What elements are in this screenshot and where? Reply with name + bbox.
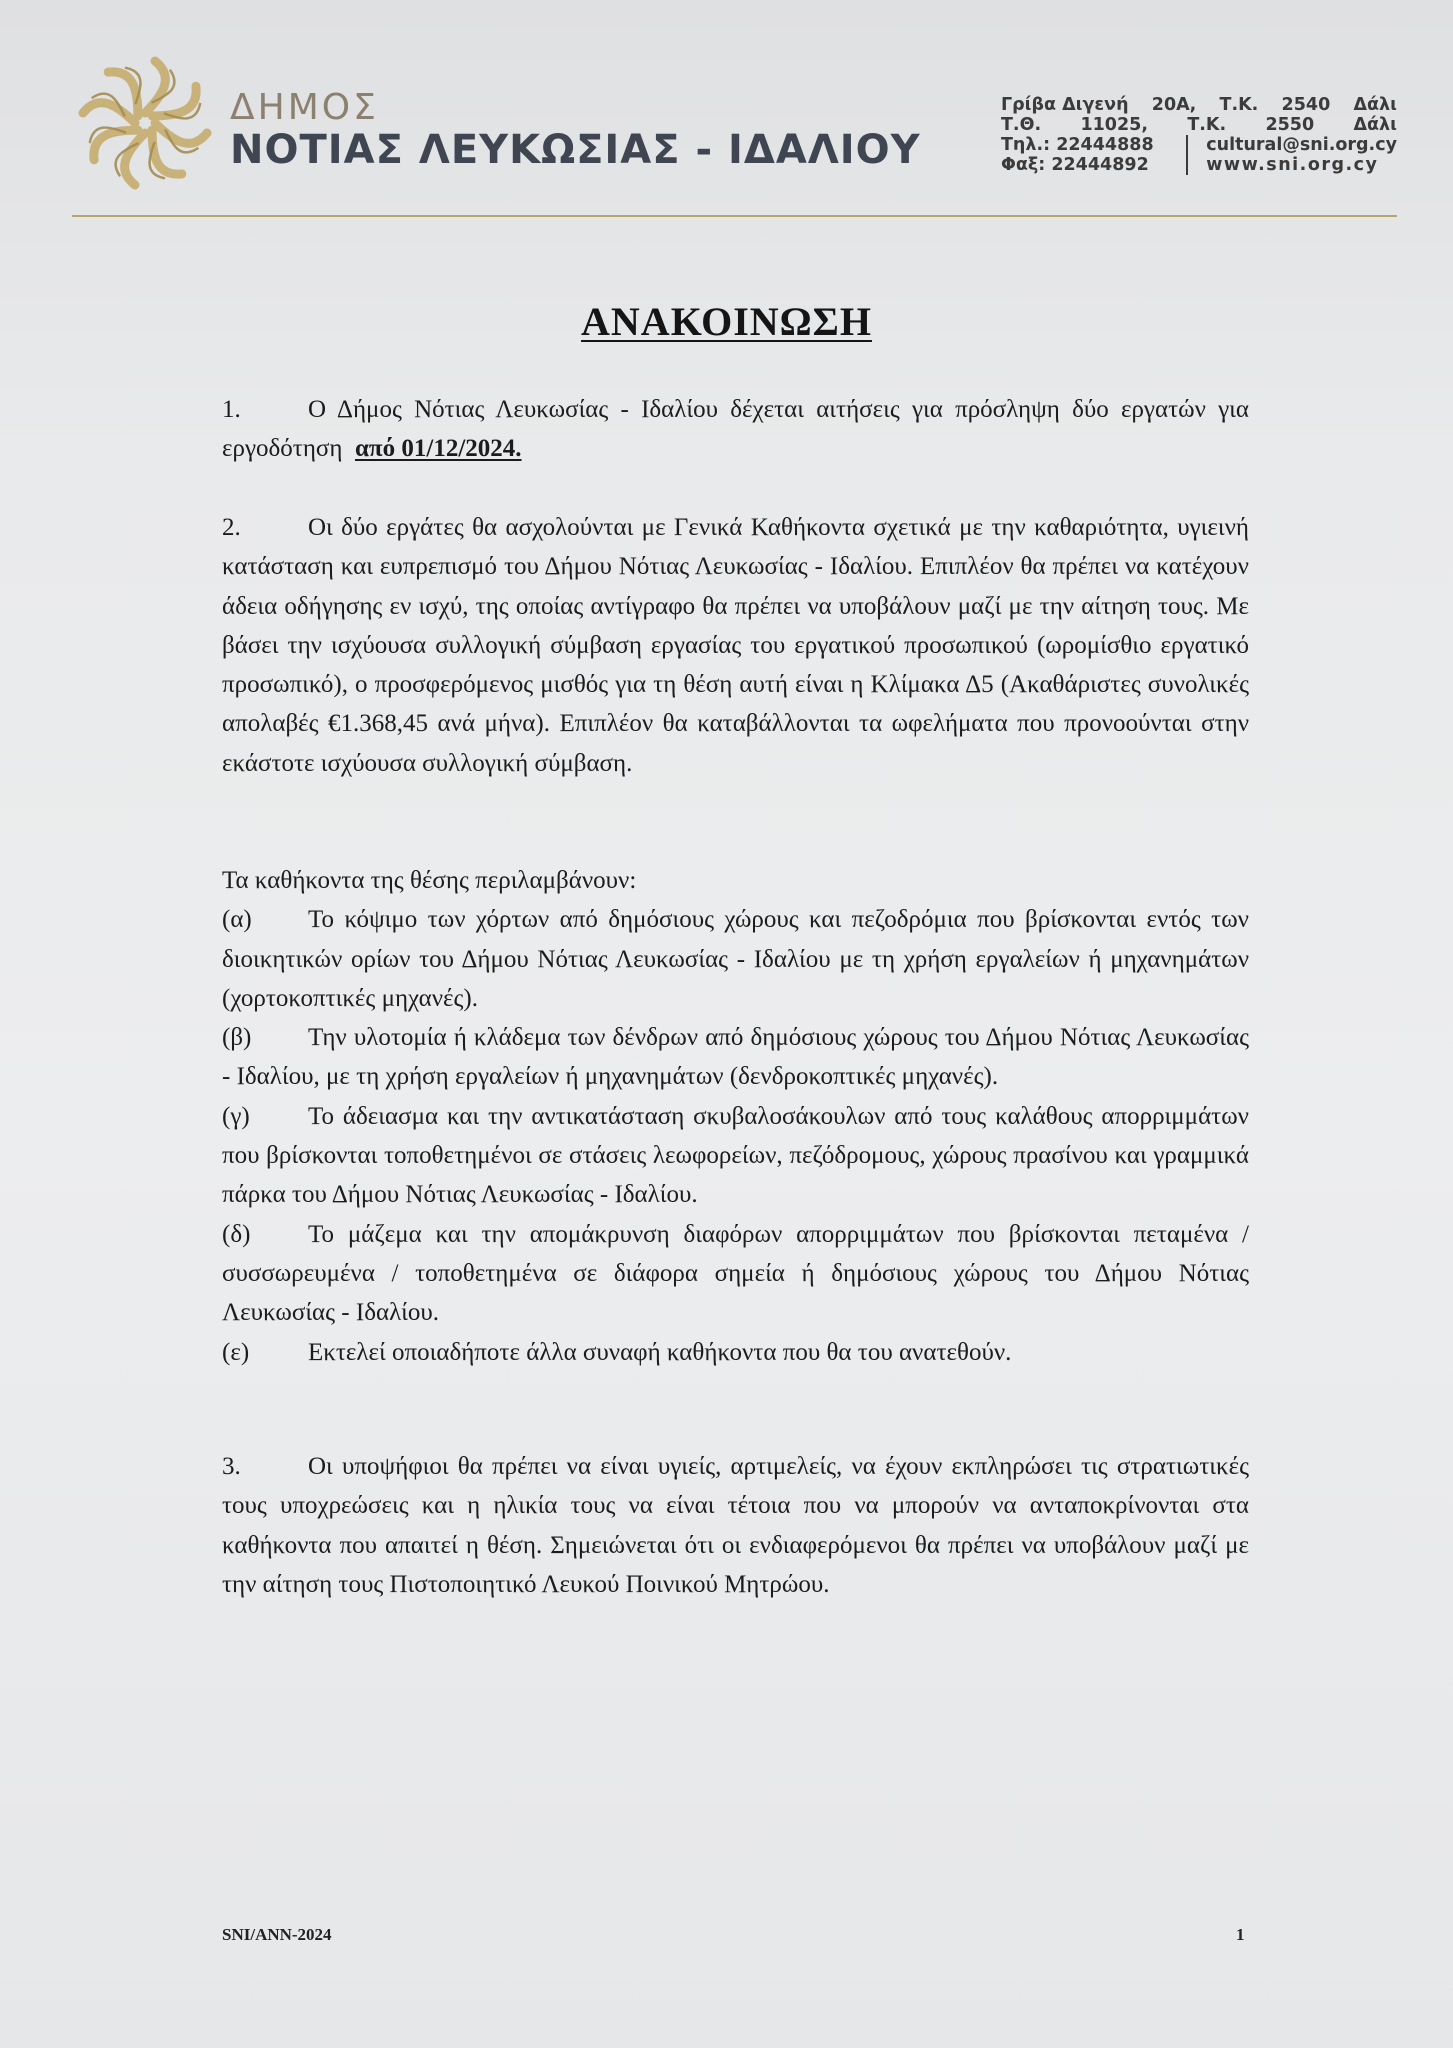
duty-text: Το άδειασμα και την αντικατάσταση σκυβαλοσάκουλων από τους καλάθους απορριμμάτων που βρίσκονται τοποθετημένοι σε στάσεις λεωφορείων, πεζόδρομους, χώρους πρασίνου και γραμμικά πάρκα του Δήμου Νότιας Λευκωσίας - Ιδαλίου. [222, 1102, 1249, 1209]
municipality-line-1: ΔΗΜΟΣ [230, 87, 379, 128]
duty-text: Εκτελεί οποιαδήποτε άλλα συναφή καθήκοντα που θα του ανατεθούν. [308, 1338, 1012, 1366]
contact-block [1001, 95, 1397, 175]
contact-divider [1186, 135, 1188, 175]
address-tk: 2540 [1281, 95, 1331, 115]
paragraph-3-text: Οι υποψήφιοι θα πρέπει να είναι υγιείς, αρτιμελείς, να έχουν εκπληρώσει τις στρατιωτικές τους υποχρεώσεις και η ηλικία τους να είναι τέτοια που να μπορούν να ανταποκρίνονται στα καθήκοντα που απαιτεί η θέση. Σημειώνεται ότι οι ενδιαφερόμενοι θα πρέπει να υποβάλουν μαζί με την αίτηση τους Πιστοποιητικό Λευκού Ποινικού Μητρώου. [222, 1453, 1249, 1598]
duties-section [222, 861, 1249, 1372]
email-address: cultural@sni.org.cy [1206, 135, 1397, 155]
paragraph-2-number: 2. [222, 514, 241, 541]
email-web [1206, 135, 1397, 175]
duty-marker: (α) [222, 906, 252, 934]
po-number: 11025, [1080, 115, 1148, 135]
municipality-line-2: ΝΟΤΙΑΣ ΛΕΥΚΩΣΙΑΣ - ΙΔΑΛΙΟΥ [230, 127, 921, 173]
duty-item-a [222, 900, 1249, 1018]
document-title-text: ΑΝΑΚΟΙΝΩΣΗ [581, 299, 872, 344]
po-tk: 2550 [1265, 115, 1315, 135]
duties-intro: Τα καθήκοντα της θέσης περιλαμβάνουν: [222, 867, 637, 894]
po-tk-label: Τ.Κ. [1187, 115, 1227, 135]
fax-number: Φαξ: 22444892 [1001, 155, 1149, 175]
paragraph-1-text: Ο Δήμος Νότιας Λευκωσίας - Ιδαλίου δέχεται αιτήσεις για πρόσληψη δύο εργατών για εργοδότηση [222, 396, 1249, 463]
duty-item-e [222, 1333, 1249, 1372]
paragraph-1-number: 1. [222, 396, 241, 423]
duty-item-c [222, 1097, 1249, 1215]
po-label: Τ.Θ. [1001, 115, 1042, 135]
paragraph-3 [222, 1447, 1249, 1604]
phone-email-block [1001, 135, 1397, 175]
address-street: Γρίβα Διγενή [1001, 95, 1129, 115]
municipality-name [230, 88, 921, 172]
duty-marker: (γ) [222, 1102, 250, 1130]
address-tk-label: Τ.Κ. [1219, 95, 1259, 115]
address-number: 20Α, [1151, 95, 1197, 115]
duty-text: Την υλοτομία ή κλάδεμα των δένδρων από δημόσιους χώρους του Δήμου Νότιας Λευκωσίας - Ιδαλίου, με τη χρήση εργαλείων ή μηχανημάτων (δενδροκοπτικές μηχανές). [222, 1024, 1249, 1091]
start-date: από 01/12/2024. [354, 435, 522, 463]
duty-text: Το μάζεμα και την απομάκρυνση διαφόρων απορριμμάτων που βρίσκονται πεταμένα / συσσωρευμένα / τοποθετημένα σε διάφορα σημεία ή δημόσιους χώρους του Δήμου Νότιας Λευκωσίας - Ιδαλίου. [222, 1220, 1249, 1327]
duty-item-b [222, 1018, 1249, 1097]
paragraph-2-text: Οι δύο εργάτες θα ασχολούνται με Γενικά Καθήκοντα σχετικά με την καθαριότητα, υγιεινή κατάσταση και ευπρεπισμό του Δήμου Νότιας Λευκωσίας - Ιδαλίου. Επιπλέον θα πρέπει να κατέχουν άδεια οδήγησης εν ισχύ, της οποίας αντίγραφο θα πρέπει να υποβάλουν μαζί με την αίτηση τους. Με βάσει την ισχύουσα συλλογική σύμβαση εργασίας του εργατικού προσωπικού (ωρομίσθιο εργατικό προσωπικό), ο προσφερόμενος μισθός για τη θέση αυτή είναι η Κλίμακα Δ5 (Ακαθάριστες συνολικές απολαβές €1.368,45 ανά μήνα). Επιπλέον θα καταβάλλονται τα ωφελήματα που προνοούνται στην εκάστοτε ισχύουσα συλλογική σύμβαση. [222, 514, 1249, 777]
paragraph-3-number: 3. [222, 1453, 241, 1480]
duty-item-d [222, 1215, 1249, 1333]
phone-fax [1001, 135, 1170, 175]
website-address: www.sni.org.cy [1206, 155, 1379, 175]
paragraph-2 [222, 508, 1249, 783]
spiral-emblem-icon [72, 50, 218, 196]
paragraph-1 [222, 390, 1249, 469]
phone-number: Τηλ.: 22444888 [1001, 135, 1154, 155]
document-reference: SNI/ANN-2024 [222, 1925, 332, 1944]
duty-text: Το κόψιμο των χόρτων από δημόσιους χώρους και πεζοδρόμια που βρίσκονται εντός των διοικητικών ορίων του Δήμου Νότιας Λευκωσίας - Ιδαλίου με τη χρήση εργαλείων ή μηχανημάτων (χορτοκοπτικές μηχανές). [222, 906, 1249, 1012]
duty-marker: (β) [222, 1024, 252, 1052]
letterhead-divider [72, 215, 1397, 217]
page-number: 1 [1236, 1925, 1245, 1944]
document-title [0, 298, 1453, 345]
address-city: Δάλι [1353, 95, 1397, 115]
duty-marker: (δ) [222, 1220, 251, 1248]
duty-marker: (ε) [222, 1338, 250, 1366]
po-city: Δάλι [1353, 115, 1397, 135]
address-row [1001, 95, 1397, 115]
po-box-row [1001, 115, 1397, 135]
